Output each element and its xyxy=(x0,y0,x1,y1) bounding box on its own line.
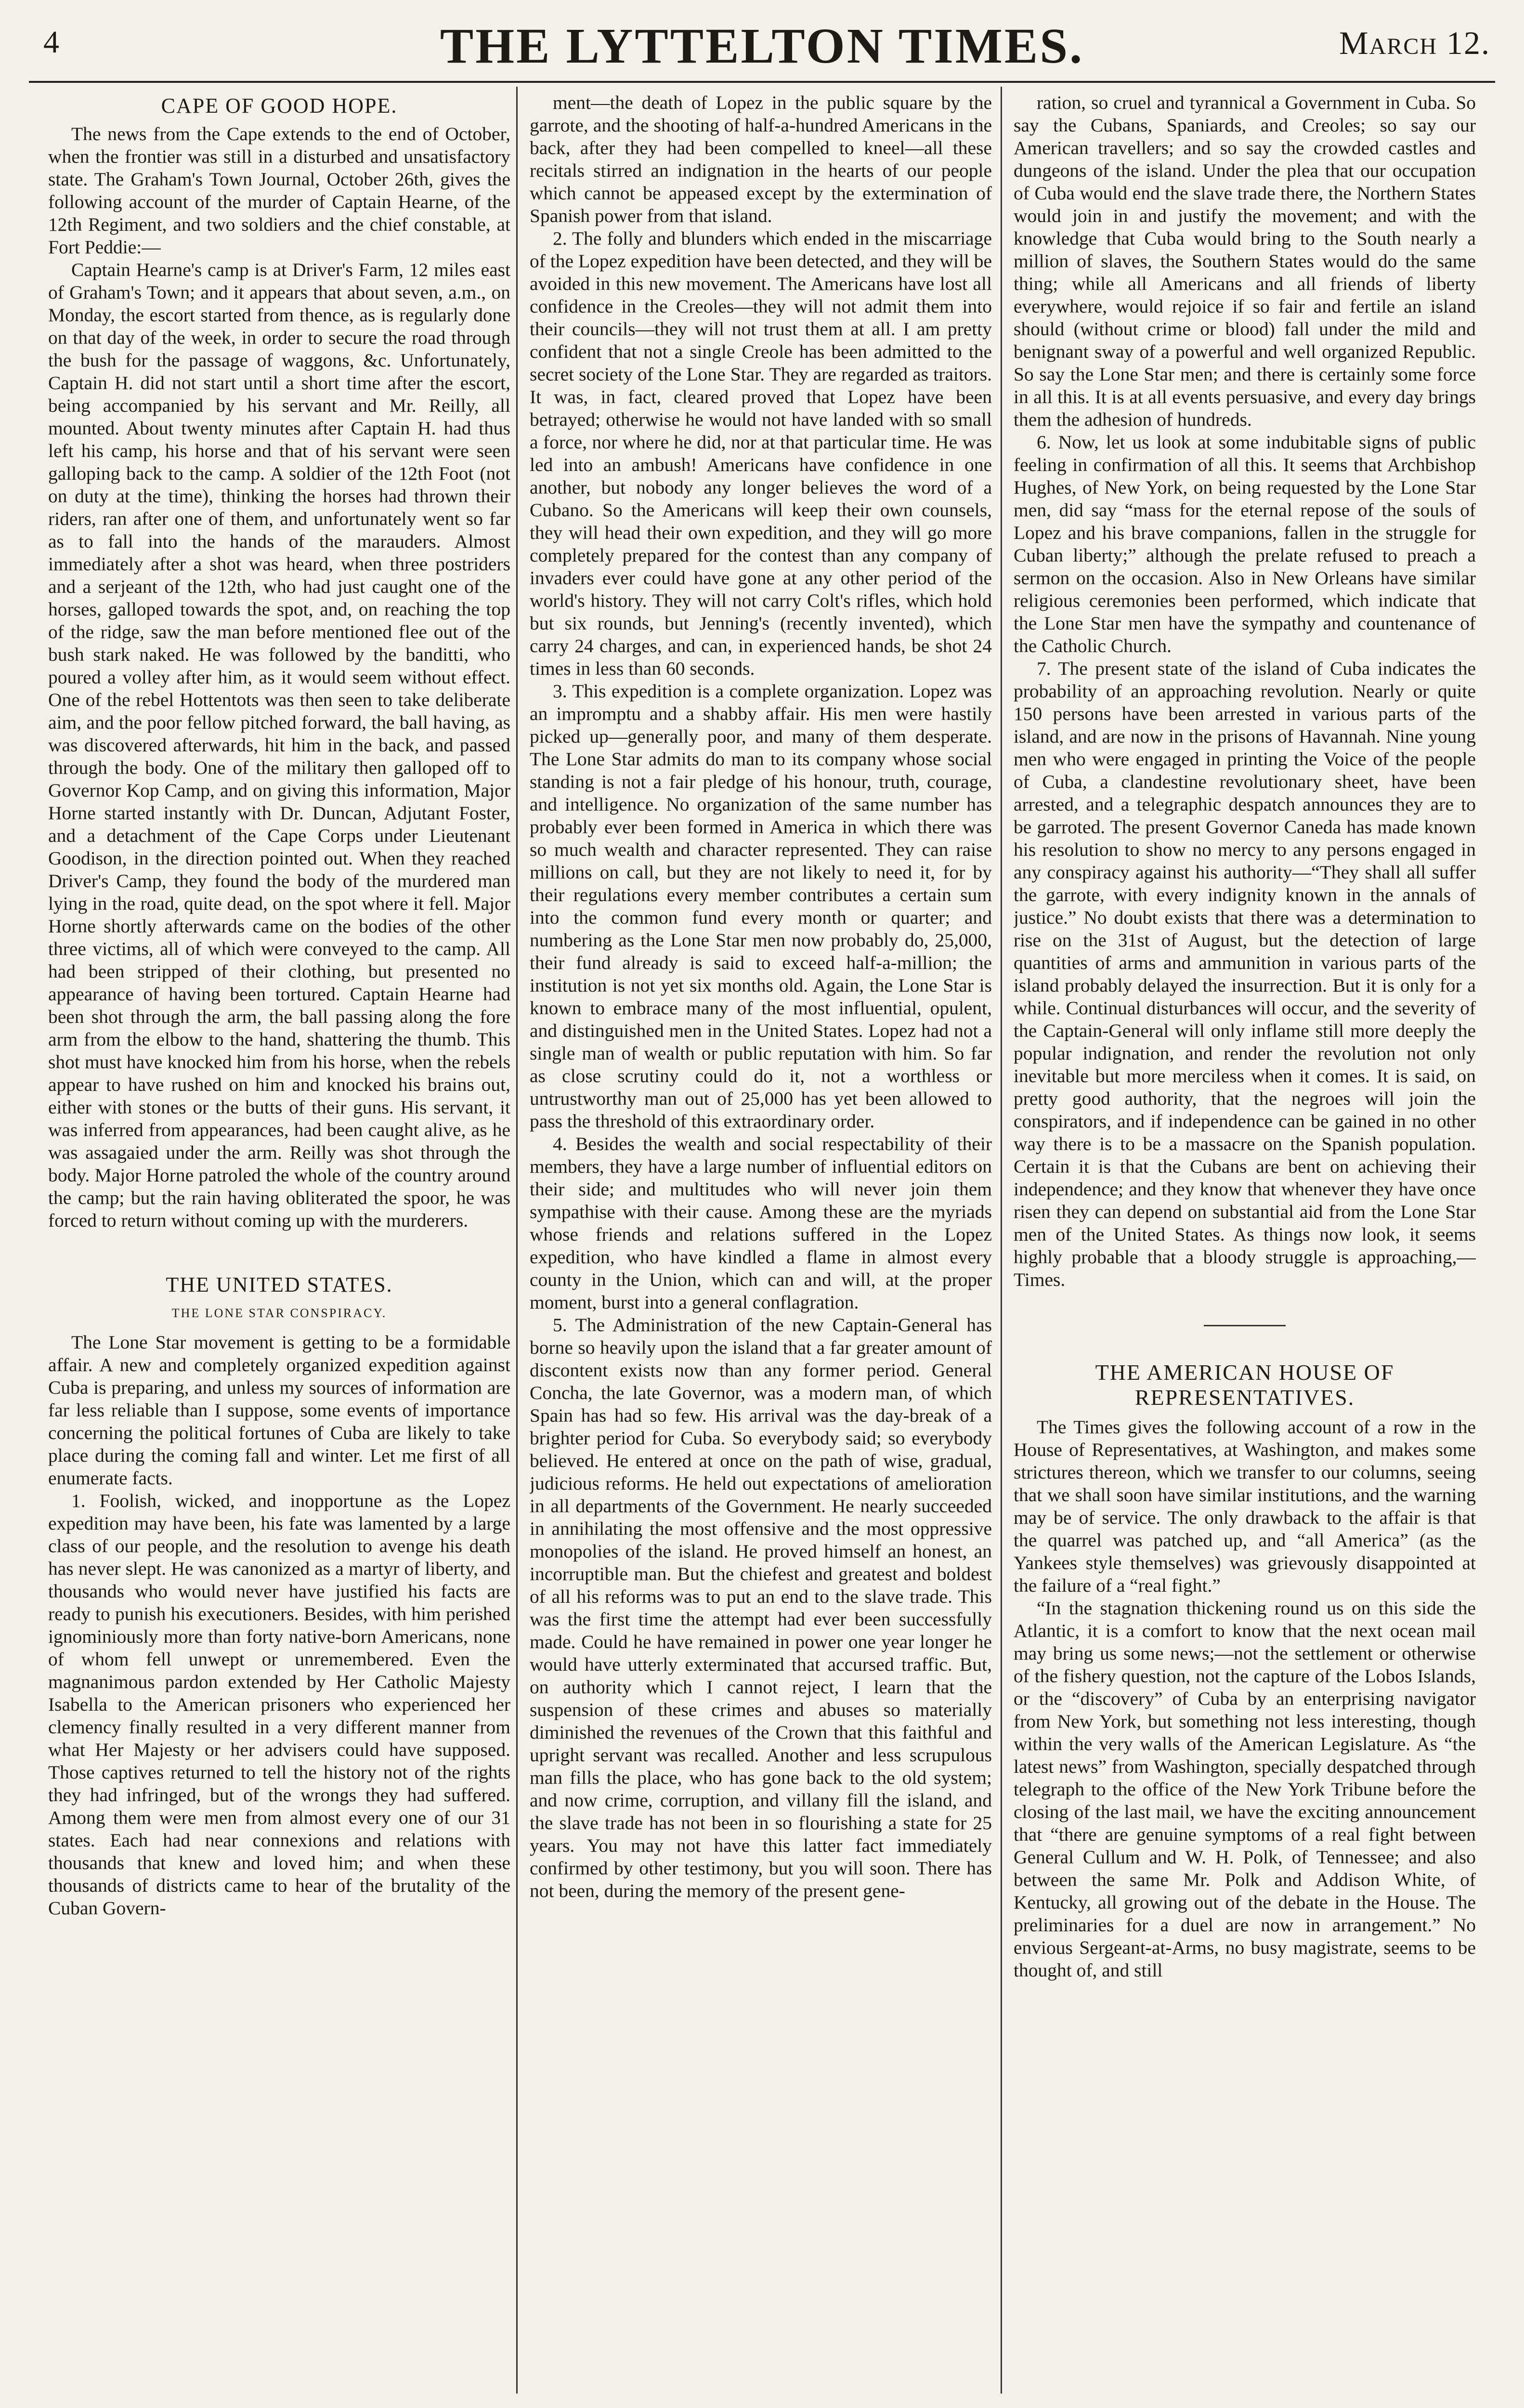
spacer xyxy=(48,1232,510,1270)
article-paragraph: 4. Besides the wealth and social respectability of their members, they have a large number of influential editors on their side; and multitudes who will never join them sympathise with their cause. Among these are the myriads whose friends and relations suffered in the Lopez expedition, who have kindled a flame in almost every county in the Union, which can and will, at the proper moment, burst into a general conflagration. xyxy=(530,1133,992,1313)
article-paragraph: Captain Hearne's camp is at Driver's Farm, 12 miles east of Graham's Town; and it appears that about seven, a.m., on Monday, the escort started from thence, as is regularly done on that day of the week, in order to secure the road through the bush for the passage of waggons, &c. Unfortunately, Captain H. did not start until a short time after the escort, being accompanied by his servant and Mr. Reilly, all mounted. About twenty minutes after Captain H. had thus left his camp, his horse and that of his servant were seen galloping back to the camp. A soldier of the 12th Foot (not on duty at the time), thinking the horses had thrown their riders, ran after one of them, and unfortunately went so far as to fall into the hands of the marauders. Almost immediately after a shot was heard, when three postriders and a serjeant of the 12th, who had just caught one of the horses, galloped towards the spot, and, on reaching the top of the ridge, saw the man before mentioned flee out of the bush stark naked. He was followed by the banditti, who poured a volley after him, as it would seem without effect. One of the rebel Hottentots was then seen to take deliberate aim, and the poor fellow pitched forward, the ball having, as was discovered afterwards, hit him in the back, and passed through the body. One of the military then galloped off to Governor Kop Camp, and on giving this information, Major Horne started instantly with Dr. Duncan, Adjutant Foster, and a detachment of the Cape Corps under Lieutenant Goodison, in the direction pointed out. When they reached Driver's Camp, they found the body of the murdered man lying in the road, quite dead, on the spot where it fell. Major Horne shortly afterwards came on the bodies of the other three victims, all of which were conveyed to the camp. All had been stripped of their clothing, but presented no appearance of having been tortured. Captain Hearne had been shot through the arm, the ball passing along the fore arm from the elbow to the hand, shattering the thumb. This shot must have knocked him from his horse, when the rebels appear to have rushed on him and knocked his brains out, either with stones or the butts of their guns. His servant, it was inferred from appearances, had been caught alive, as he was assagaied under the arm. Reilly was shot through the body. Major Horne patroled the whole of the country around the camp; but the rain having obliterated the spoor, he was forced to return without coming up with the murderers. xyxy=(48,259,510,1231)
article-paragraph: The Times gives the following account of a row in the House of Representatives, at Washington, and makes some strictures thereon, which we transfer to our columns, seeing that we shall soon have similar institutions, and the warning may be of service. The only drawback to the affair is that the quarrel was patched up, and “all America” (as the Yankees style themselves) was grievously disappointed at the failure of a “real fight.” xyxy=(1014,1416,1476,1596)
article-paragraph: ration, so cruel and tyrannical a Government in Cuba. So say the Cubans, Spaniards, and Creoles; so say our American travellers; and so say the crowded castles and dungeons of the island. Under the plea that our occupation of Cuba would end the slave trade there, the Northern States would join in and justify the movement; and with the knowledge that Cuba would bring to the South nearly a million of slaves, the Southern States would do the same thing; while all Americans and all friends of liberty everywhere, would rejoice if so fair and fertile an island should (without crime or blood) fall under the mild and benignant sway of a powerful and well organized Republic. So say the Lone Star men; and there is certainly some force in all this. It is at all events persuasive, and every day brings them the adhesion of hundreds. xyxy=(1014,92,1476,430)
newspaper-page xyxy=(29,19,1495,2400)
issue-date: March 12. xyxy=(1339,25,1490,61)
article-paragraph: 1. Foolish, wicked, and inopportune as the Lopez expedition may have been, his fate was lamented by a large class of our people, and the resolution to avenge his death has never slept. He was canonized as a martyr of liberty, and thousands who would never have justified his facts are ready to punish his executioners. Besides, with him perished ignominiously more than forty native-born Americans, none of whom fell unwept or unremembered. Even the magnanimous pardon extended by Her Catholic Majesty Isabella to the American prisoners who experienced her clemency finally resulted in a very different manner from what Her Majesty or her advisers could have supposed. Those captives returned to tell the history not of the rights they had infringed, but of the wrongs they had suffered. Among them were men from almost every one of our 31 states. Each had near connexions and relations with thousands that knew and loved him; and when these thousands of districts came to hear of the brutality of the Cuban Govern- xyxy=(48,1490,510,1919)
masthead xyxy=(29,19,1495,77)
article-paragraph: ment—the death of Lopez in the public square by the garrote, and the shooting of half-a-hundred Americans in the back, after they had been compelled to kneel—all these recitals stirred an indignation in the hearts of our people which cannot be appeased except by the extermination of Spanish power from that island. xyxy=(530,92,992,226)
column-2 xyxy=(530,92,992,2394)
column-divider xyxy=(516,87,518,2394)
article-paragraph: 5. The Administration of the new Captain-General has borne so heavily upon the island that a far greater amount of discontent exists now than any former period. General Concha, the late Governor, was a modern man, of which Spain has had so few. His arrival was the day-break of a brighter period for Cuba. So everybody said; so everybody believed. He entered at once on the path of wise, gradual, judicious reforms. He held out expectations of amelioration in all departments of the Government. He nearly succeeded in annihilating the most offensive and the most oppressive monopolies of the island. He proved himself an honest, an incorruptible man. But the chiefest and greatest and boldest of all his reforms was to put an end to the slave trade. This was the first time the attempt had ever been successfully made. Could he have remained in power one year longer he would have utterly exterminated that accursed traffic. But, on authority which I cannot reject, I learn that the suspension of these crimes and abuses so materially diminished the revenues of the Crown that this faithful and upright servant was recalled. Another and less scrupulous man fills the place, who has gone back to the old system; and now crime, corruption, and villany fill the island, and the slave trade has not been in so flourishing a state for 25 years. You may not have this latter fact immediately confirmed by other testimony, but you will soon. There has not been, during the memory of the present gene- xyxy=(530,1314,992,1901)
article-paragraph: The Lone Star movement is getting to be a formidable affair. A new and completely organized expedition against Cuba is preparing, and unless my sources of information are far less reliable than I suppose, some events of importance concerning the political fortunes of Cuba are likely to take place during the coming fall and winter. Let me first of all enumerate facts. xyxy=(48,1332,510,1489)
newspaper-title: THE LYTTELTON TIMES. xyxy=(440,18,1084,74)
column-1 xyxy=(48,92,510,2394)
article-paragraph: 6. Now, let us look at some indubitable signs of public feeling in confirmation of all this. It seems that Archbishop Hughes, of New York, on being requested by the Lone Star men, did say “mass for the eternal repose of the souls of Lopez and his brave companions, fallen in the struggle for Cuban liberty;” although the prelate refused to preach a sermon on the occasion. Also in New Orleans have similar religious ceremonies been performed, which indicate that the Lone Star men have the sympathy and countenance of the Catholic Church. xyxy=(1014,432,1476,656)
article-paragraph: The news from the Cape extends to the end of October, when the frontier was still in a disturbed and unsatisfactory state. The Graham's Town Journal, October 26th, gives the following account of the murder of Captain Hearne, of the 12th Regiment, and two soldiers and the chief constable, at Fort Peddie:— xyxy=(48,123,510,258)
article-subheading: THE LONE STAR CONSPIRACY. xyxy=(171,1306,387,1320)
article-paragraph: 3. This expedition is a complete organization. Lopez was an impromptu and a shabby affair. His men were hastily picked up—generally poor, and many of them desperate. The Lone Star admits do man to its company whose social standing is not a fair pledge of his honour, truth, courage, and intelligence. No organization of the same number has probably ever been formed in America in which there was so much wealth and character represented. They can raise millions on call, but they are not likely to need it, for by their regulations every member contributes a certain sum into the common fund every month or quarter; and numbering as the Lone Star men now probably do, 25,000, their fund already is said to exceed half-a-million; the institution is not yet six months old. Again, the Lone Star is known to embrace many of the most influential, opulent, and distinguished men in the United States. Lopez had not a single man of wealth or public reputation with him. So far as close scrutiny could do it, not a worthless or untrustworthy man out of 25,000 has yet been allowed to pass the threshold of this extraordinary order. xyxy=(530,681,992,1132)
article-heading-house: THE AMERICAN HOUSE OF REPRESENTATIVES. xyxy=(1095,1360,1394,1410)
column-3 xyxy=(1014,92,1476,2394)
section-separator xyxy=(1204,1325,1286,1326)
article-paragraph: 2. The folly and blunders which ended in the miscarriage of the Lopez expedition have been detected, and they will be avoided in this new movement. The Americans have lost all confidence in the Creoles—they will not admit them into their councils—they will not trust them at all. I am pretty confident that not a single Creole has been admitted to the secret society of the Lone Star. They are regarded as traitors. It was, in fact, cleared proved that Lopez have been betrayed; otherwise he would not have landed with so small a force, nor where he did, nor at that particular time. He was led into an ambush! Americans have confidence in one another, but nobody any longer believes the word of a Cubano. So the Americans will keep their own counsels, they will head their own expedition, and they will go more completely prepared for the contest than any company of invaders ever could have gone at any other period of the world's history. They will not carry Colt's rifles, which hold but six rounds, but Jenning's (recently invented), which carry 24 charges, and can, in experienced hands, be shot 24 times in less than 60 seconds. xyxy=(530,228,992,679)
article-heading-us: THE UNITED STATES. xyxy=(166,1273,393,1296)
column-divider xyxy=(1001,87,1002,2394)
article-paragraph: “In the stagnation thickening round us on this side the Atlantic, it is a comfort to know that the next ocean mail may bring us some news;—not the settlement or otherwise of the fishery question, not the capture of the Lobos Islands, or the “discovery” of Cuba by an enterprising navigator from New York, but something not less interesting, though within the very walls of the American Legislature. As “the latest news” from Washington, specially despatched through telegraph to the office of the New York Tribune before the closing of the last mail, we have the exciting announcement that “there are genuine symptoms of a real fight between General Cullum and W. H. Polk, of Tennessee; and also between the same Mr. Polk and Addison White, of Kentucky, all growing out of the debate in the House. The preliminaries for a duel are now in arrangement.” No envious Sergeant-at-Arms, no busy magistrate, seems to be thought of, and still xyxy=(1014,1597,1476,1981)
article-paragraph: 7. The present state of the island of Cuba indicates the probability of an approaching revolution. Nearly or quite 150 persons have been arrested in various parts of the island, and are now in the prisons of Havannah. Nine young men who were engaged in printing the Voice of the people of Cuba, a clandestine revolutionary sheet, have been arrested, and a telegraphic despatch announces they are to be garroted. The present Governor Caneda has made known his resolution to show no mercy to any persons engaged in any conspiracy against his authority—“They shall all suffer the garrote, with every indignity known in the annals of justice.” No doubt exists that there was a determination to rise on the 31st of August, but the detection of large quantities of arms and ammunition in various parts of the island probably delayed the insurrection. But it is only for a while. Continual disturbances will occur, and the severity of the Captain-General will only inflame still more deeply the popular indignation, and render the revolution not only inevitable but more merciless when it comes. It is said, on pretty good authority, that the negroes will join the conspirators, and if independence can be gained in no other way there is to be a massacre on the Spanish population. Certain it is that the Cubans are bent on achieving their independence; and they know that whenever they have once risen they can depend on substantial aid from the Lone Star men of the United States. As things now look, it seems highly probable that a bloody struggle is approaching,—Times. xyxy=(1014,658,1476,1290)
article-heading-cape: CAPE OF GOOD HOPE. xyxy=(161,94,398,118)
page-number: 4 xyxy=(43,25,59,60)
masthead-rule xyxy=(29,81,1495,83)
